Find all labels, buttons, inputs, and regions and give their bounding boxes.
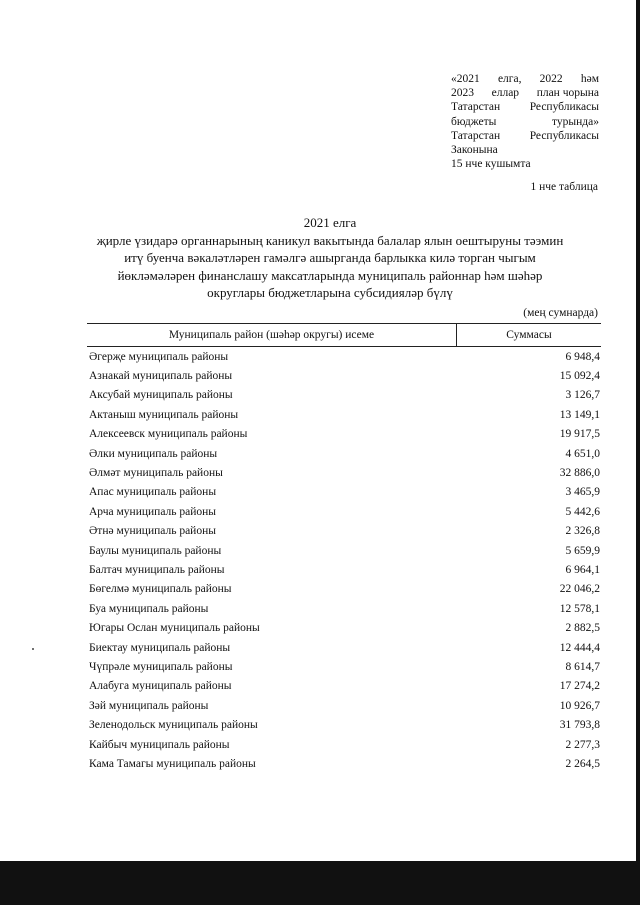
district-name: Югары Ослан муниципаль районы: [89, 622, 260, 635]
subsidy-amount: 12 578,1: [559, 602, 600, 615]
subsidy-amount: 5 442,6: [565, 505, 600, 518]
table-row: [87, 522, 601, 541]
table-row: [87, 502, 601, 521]
subsidy-amount: 31 793,8: [559, 719, 600, 732]
table-row: [87, 715, 601, 734]
title-line-1: җирле үзидарә органнарының каникул вакытында балалар ялын оештыруны тәэмин: [96, 232, 564, 248]
district-name: Бөгелмә муниципаль районы: [89, 583, 232, 596]
column-header-name: Муниципаль район (шәһәр округы) исеме: [87, 324, 457, 346]
table-row: [87, 618, 601, 637]
table-row: [87, 366, 601, 385]
title-line-4: округлары бюджетларына субсидияләр бүлү: [207, 285, 453, 300]
column-header-sum: Суммасы: [506, 329, 552, 341]
note-line-7: 15 нче кушымта: [451, 158, 531, 171]
scan-edge-bottom: [0, 861, 640, 905]
subsidy-amount: 2 882,5: [565, 622, 600, 635]
table-row: [87, 754, 601, 773]
district-name: Азнакай муниципаль районы: [89, 370, 233, 383]
subsidy-amount: 32 886,0: [559, 467, 600, 480]
district-name: Апас муниципаль районы: [89, 486, 217, 499]
note-line-6: Законына: [451, 144, 498, 157]
table-row: [87, 347, 601, 366]
district-name: Әтнә муниципаль районы: [89, 525, 216, 538]
subsidy-amount: 4 651,0: [565, 447, 600, 460]
scan-speck: [32, 648, 34, 650]
table-row: [87, 599, 601, 618]
district-name: Буа муниципаль районы: [89, 602, 209, 615]
table-row: [87, 638, 601, 657]
district-name: Балтач муниципаль районы: [89, 563, 225, 576]
district-name: Әлмәт муниципаль районы: [89, 467, 223, 480]
district-name: Баулы муниципаль районы: [89, 544, 222, 557]
table-row: [87, 580, 601, 599]
table-row: [87, 677, 601, 696]
district-name: Аксубай муниципаль районы: [89, 389, 233, 402]
district-name: Кайбыч муниципаль районы: [89, 738, 230, 751]
subsidy-amount: 2 264,5: [565, 757, 600, 770]
table-row: [87, 541, 601, 560]
subsidy-amount: 3 465,9: [565, 486, 600, 499]
table-row: [87, 696, 601, 715]
table-number: 1 нче таблица: [530, 181, 598, 193]
subsidy-table: [87, 323, 601, 774]
scan-edge-right: [636, 0, 640, 905]
table-row: [87, 735, 601, 754]
title-line-3: йөкләмәләрен финанслашу максатларында муниципаль районнар һәм шәһәр: [117, 267, 543, 283]
table-row: [87, 483, 601, 502]
table-row: [87, 657, 601, 676]
subsidy-amount: 19 917,5: [559, 428, 600, 441]
subsidy-amount: 13 149,1: [559, 408, 600, 421]
note-line-4: бюджеты турында»: [451, 115, 599, 128]
note-line-3: Татарстан Республикасы: [451, 101, 599, 114]
table-row: [87, 405, 601, 424]
district-name: Арча муниципаль районы: [89, 505, 217, 518]
title-year: 2021 елга: [303, 215, 357, 230]
table-body: [87, 347, 601, 774]
table-row: [87, 444, 601, 463]
subsidy-amount: 12 444,4: [559, 641, 600, 654]
table-row: [87, 463, 601, 482]
note-line-2: 2023 еллар план чорына: [451, 87, 599, 100]
note-line-1: «2021 елга, 2022 һәм: [451, 73, 599, 85]
law-appendix-note: [451, 72, 599, 171]
district-name: Чүпрәле муниципаль районы: [89, 660, 233, 673]
subsidy-amount: 2 277,3: [565, 738, 600, 751]
district-name: Алексеевск муниципаль районы: [89, 428, 248, 441]
district-name: Биектау муниципаль районы: [89, 641, 231, 654]
subsidy-amount: 6 964,1: [565, 563, 600, 576]
district-name: Актаныш муниципаль районы: [89, 408, 239, 421]
subsidy-amount: 8 614,7: [565, 660, 600, 673]
district-name: Зәй муниципаль районы: [89, 699, 209, 712]
subsidy-amount: 3 126,7: [565, 389, 600, 402]
table-header: [87, 323, 601, 347]
table-row: [87, 386, 601, 405]
subsidy-amount: 6 948,4: [565, 350, 600, 363]
district-name: Әгерҗе муниципаль районы: [89, 350, 229, 363]
district-name: Әлки муниципаль районы: [89, 447, 218, 460]
subsidy-amount: 10 926,7: [559, 699, 600, 712]
units-label: (мең сумнарда): [523, 307, 598, 319]
district-name: Кама Тамагы муниципаль районы: [89, 757, 256, 770]
note-line-5: Татарстан Республикасы: [451, 129, 599, 142]
district-name: Зеленодольск муниципаль районы: [89, 719, 258, 732]
district-name: Алабуга муниципаль районы: [89, 680, 232, 693]
document-title: [60, 214, 600, 302]
table-row: [87, 425, 601, 444]
subsidy-amount: 2 326,8: [565, 525, 600, 538]
subsidy-amount: 22 046,2: [559, 583, 600, 596]
table-row: [87, 560, 601, 579]
subsidy-amount: 15 092,4: [559, 370, 600, 383]
title-line-2: итү буенча вәкаләтләрен гамәлгә ашырганда барлыкка килә торган чыгым: [124, 250, 536, 265]
subsidy-amount: 5 659,9: [565, 544, 600, 557]
subsidy-amount: 17 274,2: [559, 680, 600, 693]
